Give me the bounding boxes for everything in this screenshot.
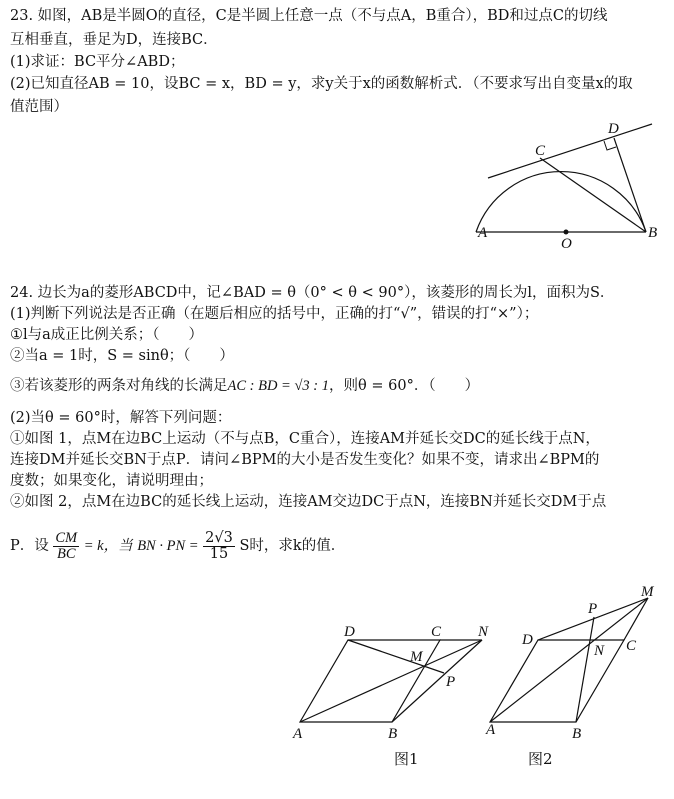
- q24-ratio-expression: AC : BD = √3 : 1: [227, 378, 330, 394]
- q24-fraction-2sqrt3-15-numerator: 2√3: [205, 529, 233, 546]
- q24-line-9: 度数；如果变化，请说明理由；: [10, 473, 213, 489]
- fig2-label-p: P: [588, 601, 598, 617]
- q24-line-11-part-a: P．设: [10, 538, 49, 554]
- fig2-label-b: B: [572, 726, 582, 742]
- q24-line-5-part-a: ③若该菱形的两条对角线的长满足: [10, 378, 228, 394]
- fig1-label-d: D: [344, 624, 355, 640]
- q23-label-o: O: [561, 236, 572, 252]
- q24-fraction-cm-bc-numerator: CM: [55, 529, 78, 546]
- fig1-label-c: C: [431, 624, 442, 640]
- q23-line-1: 23. 如图，AB是半圆O的直径，C是半圆上任意一点（不与点A，B重合），BD和过点C的切线: [10, 8, 608, 24]
- q24-line-2: (1)判断下列说法是否正确（在题后相应的括号中，正确的打“√”，错误的打“×”）；: [10, 306, 539, 322]
- q24-line-1: 24. 边长为a的菱形ABCD中，记∠BAD = θ（0° < θ < 90°），该菱形的周长为l，面积为S．: [10, 285, 615, 301]
- q24-line-3: ①l与a成正比例关系；（ ）: [10, 327, 204, 343]
- q24-line-11-part-b: = k，当: [83, 538, 133, 554]
- fig2-label-n: N: [594, 643, 605, 659]
- q23-line-2: 互相垂直，垂足为D，连接BC．: [10, 32, 218, 48]
- q23-line-4: (2)已知直径AB = 10，设BC = x，BD = y，求y关于x的函数解析式．（不要求写出自变量x的取: [10, 76, 633, 92]
- fig2-label-d: D: [522, 632, 533, 648]
- fig1-caption: 图1: [394, 750, 419, 768]
- q24-fraction-2sqrt3-15-denominator: 15: [209, 545, 229, 562]
- fig1-label-a: A: [293, 726, 303, 742]
- q23-label-b: B: [648, 225, 658, 241]
- q23-line-5: 值范围）: [10, 99, 68, 115]
- q23-label-d: D: [608, 121, 619, 137]
- q23-label-a: A: [478, 225, 488, 241]
- fig2-bc-extension: [624, 598, 648, 640]
- fig2-caption: 图2: [528, 750, 553, 768]
- fig2-line-am: [490, 598, 648, 722]
- q24-line-8: 连接DM并延长交BN于点P．请问∠BPM的大小是否发生变化？如果不变，请求出∠BPM的: [10, 452, 600, 468]
- fig2-label-c: C: [626, 638, 637, 654]
- fig1-label-p: P: [446, 674, 456, 690]
- q24-line-6: (2)当θ = 60°时，解答下列问题：: [10, 410, 232, 426]
- q24-line-4: ②当a = 1时，S = sinθ；（ ）: [10, 348, 234, 364]
- q23-line-3: (1)求证：BC平分∠ABD；: [10, 54, 185, 70]
- fig2-label-m: M: [641, 584, 654, 600]
- q24-line-11-part-d: S时，求k的值．: [239, 538, 346, 554]
- q24-line-5-part-c: ，则θ = 60°．（ ）: [329, 378, 480, 394]
- q24-line-11-part-c: BN · PN =: [137, 538, 199, 554]
- q23-label-c: C: [535, 143, 546, 159]
- q24-fraction-cm-bc-denominator: BC: [56, 545, 76, 562]
- fig2-label-a: A: [486, 722, 496, 738]
- fig1-label-m: M: [410, 649, 423, 665]
- fig1-label-n: N: [478, 624, 489, 640]
- q24-line-10: ②如图 2，点M在边BC的延长线上运动，连接AM交边DC于点N，连接BN并延长交DM于点: [10, 494, 607, 510]
- fig1-label-b: B: [388, 726, 398, 742]
- q24-line-7: ①如图 1，点M在边BC上运动（不与点B，C重合），连接AM并延长交DC的延长线于点N，: [10, 431, 600, 447]
